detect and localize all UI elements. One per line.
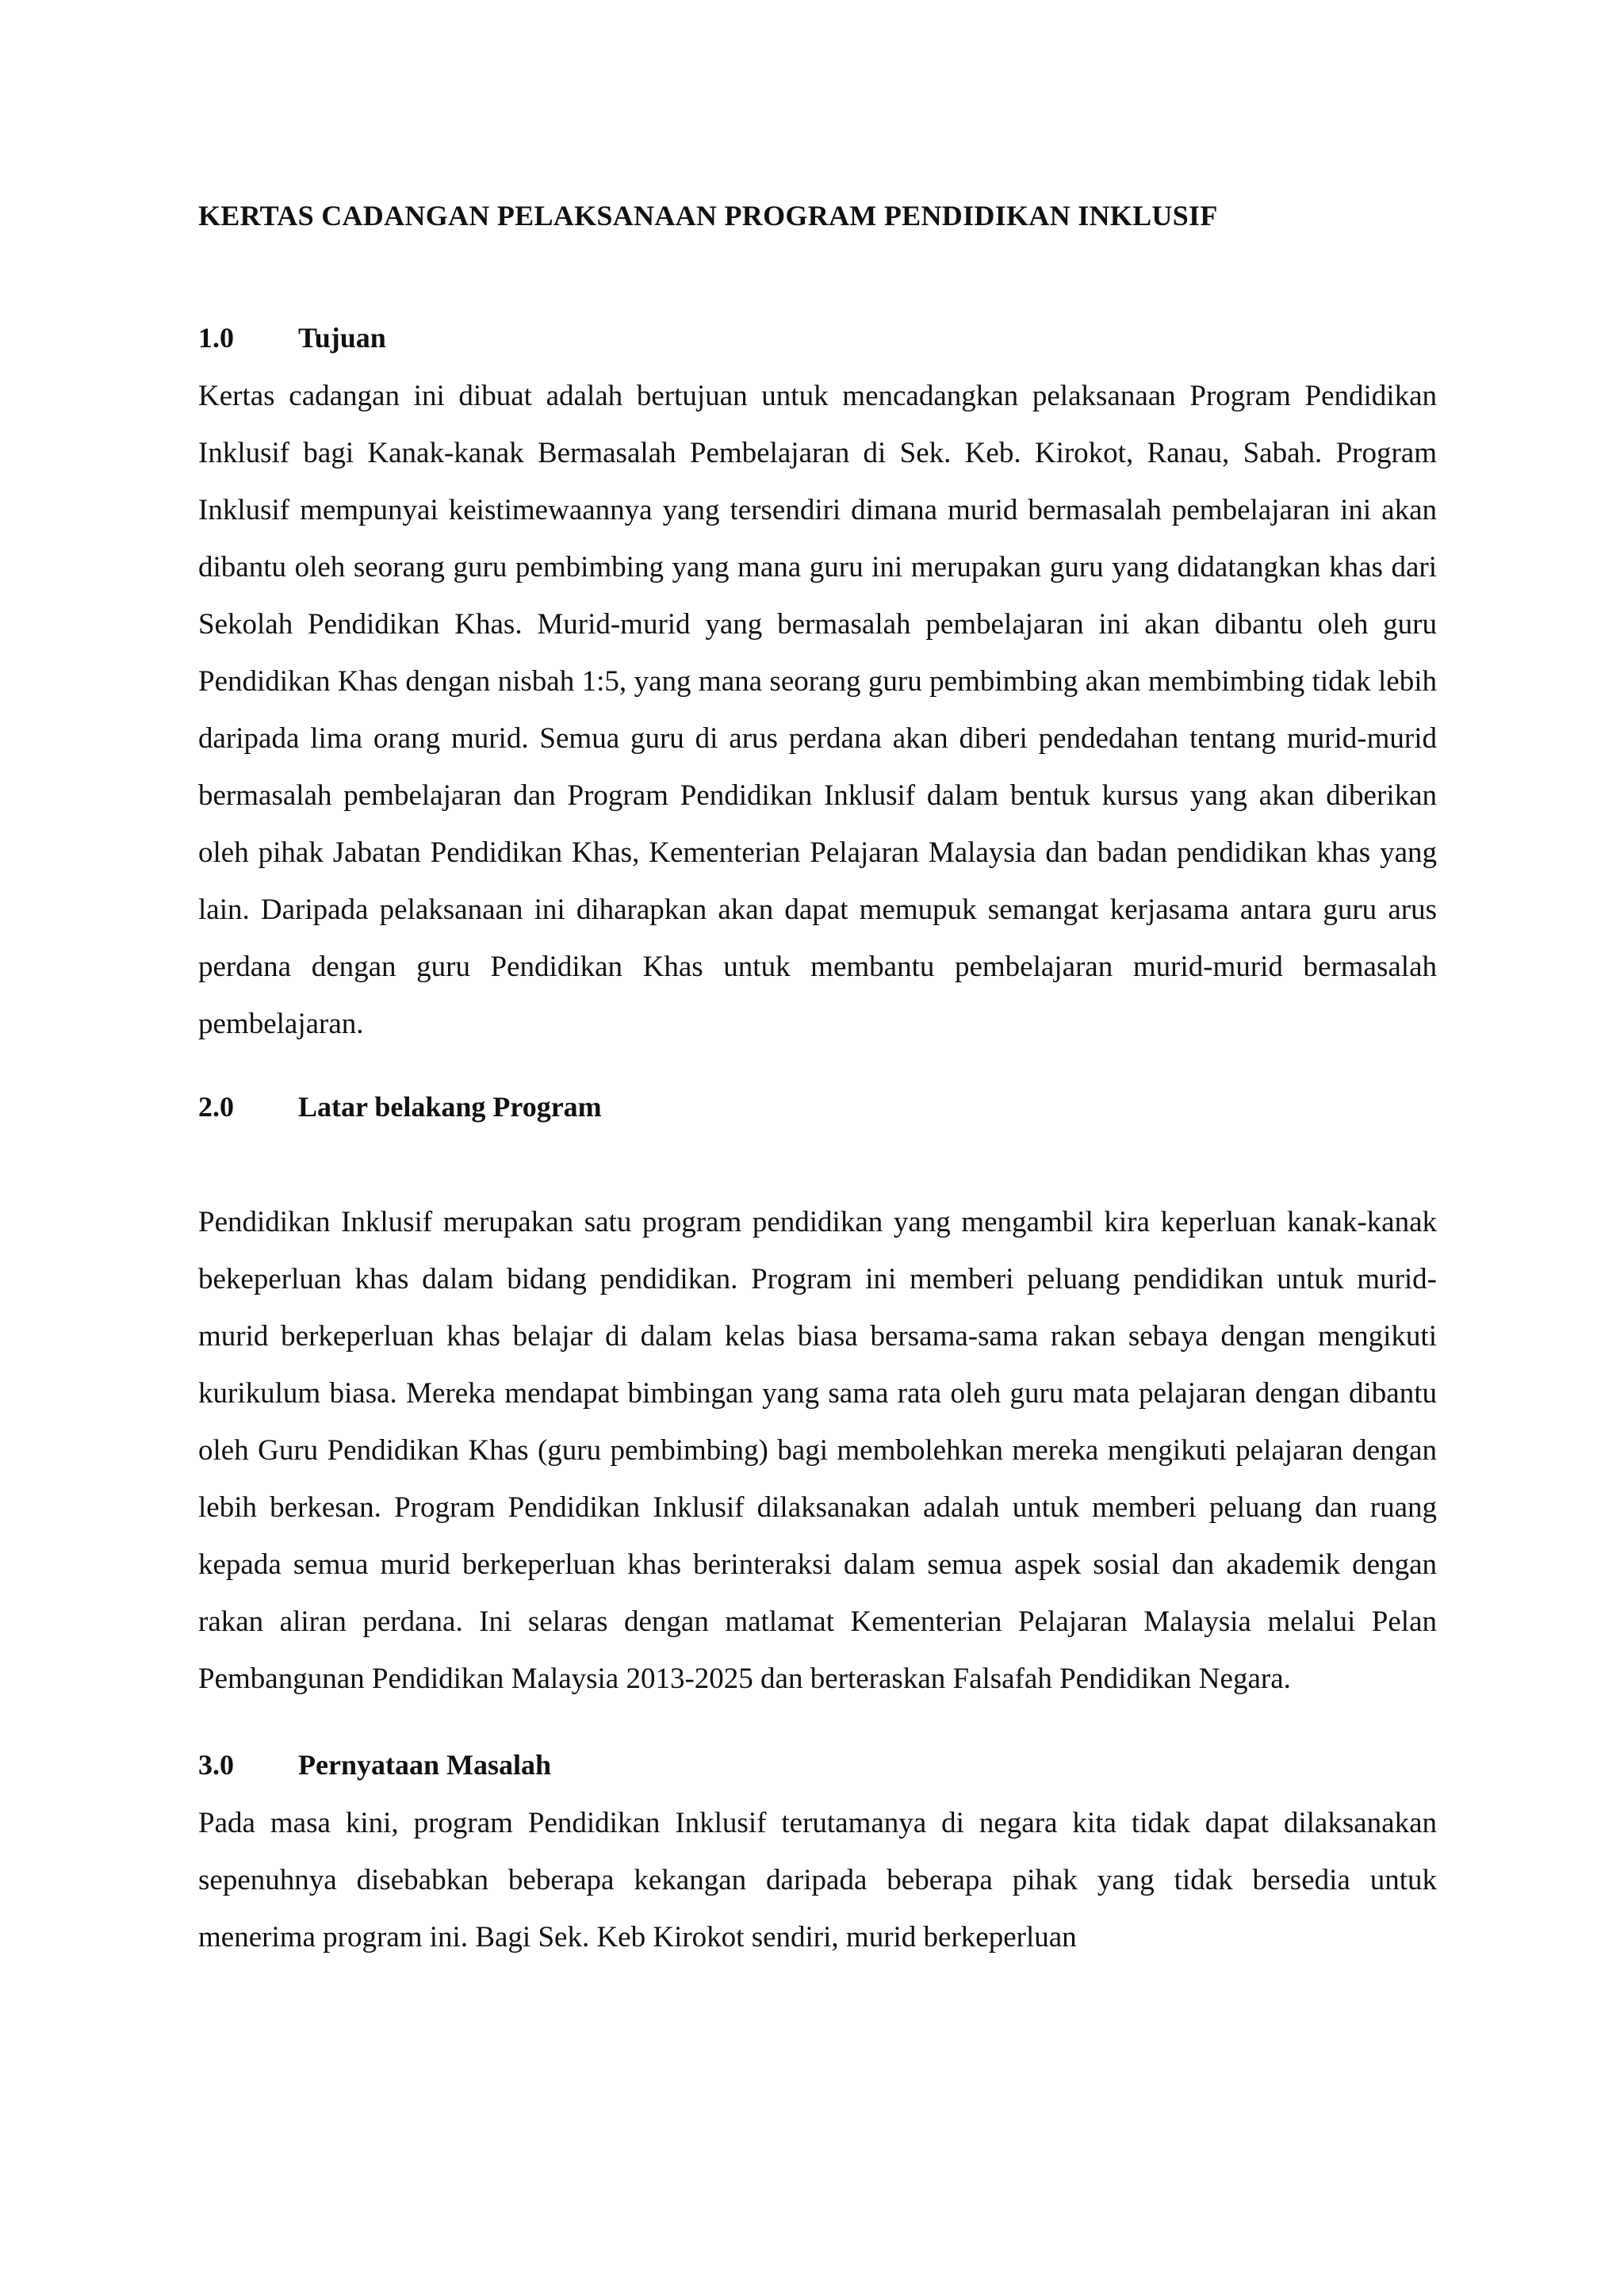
section-title: Tujuan (298, 322, 386, 354)
section-title: Pernyataan Masalah (298, 1749, 551, 1781)
section-heading-latar-belakang (198, 1088, 1437, 1126)
section-body-tujuan: Kertas cadangan ini dibuat adalah bertujuan untuk mencadangkan pelaksanaan Program Pendidikan Inklusif bagi Kanak-kanak Bermasalah Pembelajaran di Sek. Keb. Kirokot, Ranau, Sabah. Program Inklusif mempunyai keistimewaannya yang tersendiri dimana murid bermasalah pembelajaran ini akan dibantu oleh seorang guru pembimbing yang mana guru ini merupakan guru yang didatangkan khas dari Sekolah Pendidikan Khas. Murid-murid yang bermasalah pembelajaran ini akan dibantu oleh guru Pendidikan Khas dengan nisbah 1:5, yang mana seorang guru pembimbing akan membimbing tidak lebih daripada lima orang murid. Semua guru di arus perdana akan diberi pendedahan tentang murid-murid bermasalah pembelajaran dan Program Pendidikan Inklusif dalam bentuk kursus yang akan diberikan oleh pihak Jabatan Pendidikan Khas, Kementerian Pelajaran Malaysia dan badan pendidikan khas yang lain. Daripada pelaksanaan ini diharapkan akan dapat memupuk semangat kerjasama antara guru arus perdana dengan guru Pendidikan Khas untuk membantu pembelajaran murid-murid bermasalah pembelajaran. (198, 380, 1437, 1040)
document-page (198, 197, 1437, 1966)
section-heading-pernyataan-masalah (198, 1746, 1437, 1784)
section-body-pernyataan-masalah: Pada masa kini, program Pendidikan Inklusif terutamanya di negara kita tidak dapat dilaksanakan sepenuhnya disebabkan beberapa kekangan daripada beberapa pihak yang tidak bersedia untuk menerima program ini. Bagi Sek. Keb Kirokot sendiri, murid berkeperluan (198, 1807, 1437, 1954)
document-title: KERTAS CADANGAN PELAKSANAAN PROGRAM PENDIDIKAN INKLUSIF (198, 200, 1218, 232)
section-number: 1.0 (198, 322, 234, 354)
section-body-latar-belakang: Pendidikan Inklusif merupakan satu program pendidikan yang mengambil kira keperluan kanak-kanak bekeperluan khas dalam bidang pendidikan. Program ini memberi peluang pendidikan untuk murid-murid berkeperluan khas belajar di dalam kelas biasa bersama-sama rakan sebaya dengan mengikuti kurikulum biasa. Mereka mendapat bimbingan yang sama rata oleh guru mata pelajaran dengan dibantu oleh Guru Pendidikan Khas (guru pembimbing) bagi membolehkan mereka mengikuti pelajaran dengan lebih berkesan. Program Pendidikan Inklusif dilaksanakan adalah untuk memberi peluang dan ruang kepada semua murid berkeperluan khas berinteraksi dalam semua aspek sosial dan akademik dengan rakan aliran perdana. Ini selaras dengan matlamat Kementerian Pelajaran Malaysia melalui Pelan Pembangunan Pendidikan Malaysia 2013-2025 dan berteraskan Falsafah Pendidikan Negara. (198, 1206, 1437, 1695)
section-number: 3.0 (198, 1749, 234, 1781)
section-title: Latar belakang Program (298, 1091, 602, 1123)
section-heading-tujuan (198, 319, 1437, 357)
section-number: 2.0 (198, 1091, 234, 1123)
